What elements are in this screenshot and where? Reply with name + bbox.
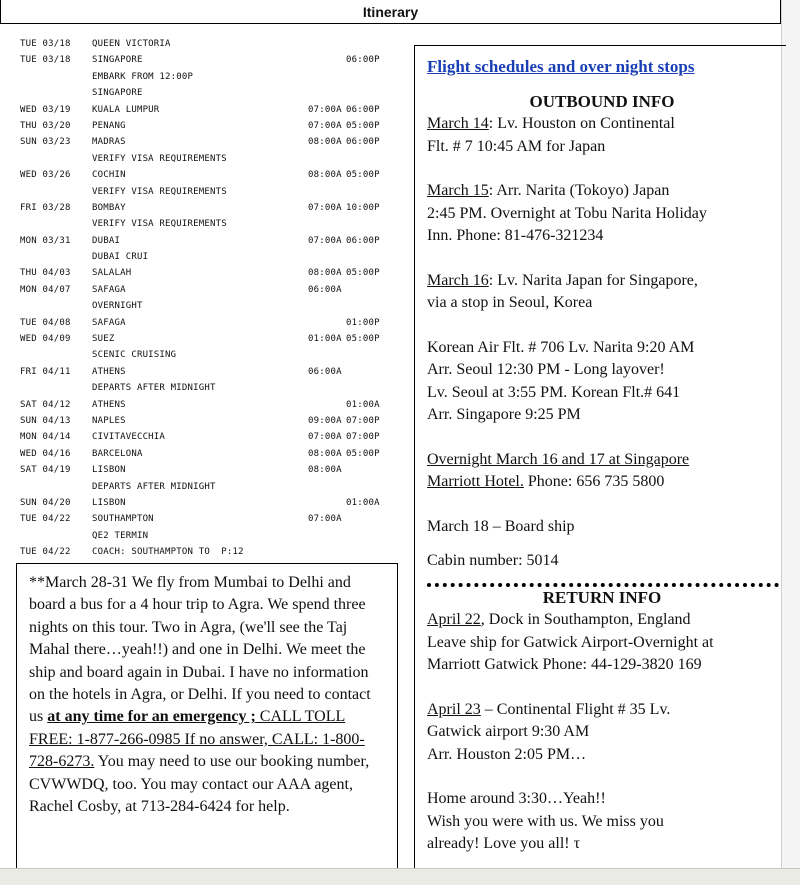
itinerary-port: SAFAGA [92, 284, 126, 295]
korean-line-4: Arr. Singapore 9:25 PM [427, 406, 581, 423]
itinerary-row [20, 347, 395, 363]
itinerary-row [20, 331, 395, 347]
itinerary-row [20, 413, 395, 429]
itinerary-date: TUE 04/22 [20, 547, 71, 558]
itinerary-arrive: 01:00A [308, 334, 342, 345]
flight-schedule-title: Flight schedules and over night stops [427, 57, 695, 76]
itinerary-port: SOUTHAMPTON [92, 514, 154, 525]
itinerary-row [20, 151, 395, 167]
itinerary-row [20, 544, 395, 560]
itinerary-arrive: 07:00A [308, 235, 342, 246]
march-15-line2: 2:45 PM. Overnight at Tobu Narita Holiday [427, 204, 707, 222]
itinerary-row [20, 134, 395, 150]
itinerary-port: SALALAH [92, 268, 132, 279]
itinerary-row [20, 511, 395, 527]
agra-note-box [16, 563, 398, 883]
itinerary-row [20, 265, 395, 281]
itinerary-date: TUE 03/18 [20, 55, 71, 66]
board-ship: March 18 – Board ship [427, 517, 575, 535]
itinerary-arrive: 06:00A [308, 366, 342, 377]
note-intro: **March 28-31 We fly from Mumbai to Delhi and board a bus for a 4 hour trip to Agra. We spend three nights on this tour. Two in Agra, (we'll see the Taj Mahal there…yeah!!) and one in Delhi. We meet the ship and board again in Dubai. I have no information on the hotels in Agra, or Delhi. If you need to contact us [29, 574, 371, 726]
itinerary-depart: 05:00P [346, 170, 380, 181]
itinerary-date: FRI 03/28 [20, 202, 71, 213]
itinerary-arrive: 07:00A [308, 120, 342, 131]
itinerary-row [20, 446, 395, 462]
april-22-line2: Leave ship for Gatwick Airport-Overnight at [427, 633, 714, 651]
note-emergency: at any time for an emergency ; [47, 708, 256, 726]
april-23-line2: Gatwick airport 9:30 AM [427, 723, 590, 740]
itinerary-arrive: 06:00A [308, 284, 342, 295]
itinerary-port: DEPARTS AFTER MIDNIGHT [92, 383, 216, 394]
itinerary-port: VERIFY VISA REQUIREMENTS [92, 219, 227, 230]
april-23-line3: Arr. Houston 2:05 PM… [427, 745, 587, 763]
outbound-heading: OUTBOUND INFO [529, 91, 675, 111]
itinerary-date: MON 04/14 [20, 432, 71, 443]
itinerary-date: FRI 04/11 [20, 366, 71, 377]
itinerary-port: VERIFY VISA REQUIREMENTS [92, 153, 227, 164]
home-line-3: already! Love you all! τ [427, 835, 581, 852]
itinerary-date: WED 04/16 [20, 448, 71, 459]
itinerary-port: NAPLES [92, 415, 126, 426]
overnight-line-2: Marriott Hotel. Phone: 656 735 5800 [427, 473, 665, 490]
itinerary-port: KUALA LUMPUR [92, 104, 160, 115]
itinerary-row [20, 184, 395, 200]
itinerary-port: SINGAPORE [92, 55, 143, 66]
itinerary-date: WED 03/19 [20, 104, 71, 115]
itinerary-port: COCHIN [92, 170, 126, 181]
itinerary-date: WED 03/26 [20, 170, 71, 181]
itinerary-port: QE2 TERMIN [92, 530, 149, 541]
april-23-line: April 23 – Continental Flight # 35 Lv. [427, 700, 671, 718]
itinerary-row [20, 315, 395, 331]
itinerary-row [20, 102, 395, 118]
itinerary-arrive: 07:00A [308, 514, 342, 525]
itinerary-row [20, 429, 395, 445]
status-bar [0, 868, 800, 885]
itinerary-depart: 07:00P [346, 415, 380, 426]
itinerary-date: TUE 04/08 [20, 317, 71, 328]
itinerary-row [20, 397, 395, 413]
itinerary-row [20, 233, 395, 249]
itinerary-port: LISBON [92, 465, 126, 476]
itinerary-depart: 05:00P [346, 448, 380, 459]
itinerary-port: DEPARTS AFTER MIDNIGHT [92, 481, 216, 492]
itinerary-date: SUN 04/20 [20, 497, 71, 508]
march-15-line: March 15: Arr. Narita (Tokoyo) Japan [427, 182, 670, 199]
itinerary-row [20, 118, 395, 134]
itinerary-row [20, 69, 395, 85]
page-title: Itinerary [362, 4, 419, 20]
return-heading: RETURN INFO [542, 587, 662, 607]
itinerary-row [20, 200, 395, 216]
itinerary-port: OVERNIGHT [92, 301, 143, 312]
itinerary-port: CIVITAVECCHIA [92, 432, 166, 443]
itinerary-port: VERIFY VISA REQUIREMENTS [92, 186, 227, 197]
itinerary-row [20, 528, 395, 544]
itinerary-list [20, 36, 395, 561]
itinerary-port: COACH: SOUTHAMPTON TO P:12 [92, 547, 244, 558]
itinerary-row [20, 364, 395, 380]
itinerary-date: TUE 04/22 [20, 514, 71, 525]
itinerary-port: BOMBAY [92, 202, 126, 213]
flight-schedule-box [414, 45, 786, 885]
itinerary-date: SUN 03/23 [20, 137, 71, 148]
itinerary-arrive: 07:00A [308, 104, 342, 115]
agra-note-text [29, 572, 387, 818]
itinerary-port: DUBAI [92, 235, 121, 246]
itinerary-port: LISBON [92, 497, 126, 508]
itinerary-arrive: 09:00A [308, 415, 342, 426]
march-14-line2: Flt. # 7 10:45 AM for Japan [427, 137, 606, 155]
march-16-line: March 16: Lv. Narita Japan for Singapore, [427, 271, 698, 289]
itinerary-depart: 06:00P [346, 55, 380, 66]
itinerary-depart: 06:00P [346, 137, 380, 148]
itinerary-date: SAT 04/12 [20, 399, 71, 410]
itinerary-row [20, 282, 395, 298]
itinerary-row [20, 36, 395, 52]
itinerary-header [0, 0, 781, 24]
itinerary-arrive: 08:00A [308, 268, 342, 279]
april-22-line3: Marriott Gatwick Phone: 44-129-3820 169 [427, 656, 702, 673]
itinerary-depart: 01:00P [346, 317, 380, 328]
itinerary-date: SAT 04/19 [20, 465, 71, 476]
march-16-line2: via a stop in Seoul, Korea [427, 294, 593, 311]
itinerary-depart: 10:00P [346, 202, 380, 213]
note-toll-free: CALL TOLL FREE: 1-877-266-0985 If no answer, CALL: 1-800-728-6273. [29, 708, 365, 771]
itinerary-port: DUBAI CRUI [92, 252, 149, 263]
itinerary-depart: 06:00P [346, 235, 380, 246]
itinerary-date: MON 03/31 [20, 235, 71, 246]
itinerary-port: SAFAGA [92, 317, 126, 328]
itinerary-arrive: 08:00A [308, 170, 342, 181]
itinerary-arrive: 08:00A [308, 465, 342, 476]
itinerary-arrive: 08:00A [308, 448, 342, 459]
itinerary-port: ATHENS [92, 399, 126, 410]
itinerary-depart: 05:00P [346, 268, 380, 279]
overnight-line-1: Overnight March 16 and 17 at Singapore [427, 450, 690, 468]
itinerary-port: PENANG [92, 120, 126, 131]
korean-line-1: Korean Air Flt. # 706 Lv. Narita 9:20 AM [427, 338, 695, 356]
itinerary-row [20, 167, 395, 183]
itinerary-arrive: 08:00A [308, 137, 342, 148]
itinerary-row [20, 380, 395, 396]
itinerary-port: BARCELONA [92, 448, 143, 459]
march-14-line: March 14: Lv. Houston on Continental [427, 115, 675, 132]
itinerary-date: TUE 03/18 [20, 39, 71, 49]
itinerary-depart: 01:00A [346, 497, 380, 508]
itinerary-port: QUEEN VICTORIA [92, 39, 171, 49]
itinerary-depart: 05:00P [346, 334, 380, 345]
itinerary-date: THU 03/20 [20, 120, 71, 131]
april-22-line: April 22, Dock in Southampton, England [427, 611, 691, 628]
itinerary-arrive: 07:00A [308, 432, 342, 443]
itinerary-port: ATHENS [92, 366, 126, 377]
itinerary-port: SINGAPORE [92, 88, 143, 99]
itinerary-depart: 06:00P [346, 104, 380, 115]
home-line-2: Wish you were with us. We miss you [427, 812, 664, 830]
itinerary-date: MON 04/07 [20, 284, 71, 295]
itinerary-arrive: 07:00A [308, 202, 342, 213]
itinerary-row [20, 216, 395, 232]
itinerary-date: WED 04/09 [20, 334, 71, 345]
itinerary-depart: 05:00P [346, 120, 380, 131]
itinerary-row [20, 462, 395, 478]
itinerary-depart: 07:00P [346, 432, 380, 443]
cabin-number: Cabin number: 5014 [427, 552, 559, 569]
home-line-1: Home around 3:30…Yeah!! [427, 790, 606, 807]
itinerary-port: SUEZ [92, 334, 115, 345]
itinerary-row [20, 479, 395, 495]
korean-line-2: Arr. Seoul 12:30 PM - Long layover! [427, 361, 665, 378]
itinerary-row [20, 298, 395, 314]
korean-line-3: Lv. Seoul at 3:55 PM. Korean Flt.# 641 [427, 383, 681, 401]
itinerary-depart: 01:00A [346, 399, 380, 410]
itinerary-port: MADRAS [92, 137, 126, 148]
itinerary-row [20, 52, 395, 68]
itinerary-row [20, 85, 395, 101]
itinerary-port: SCENIC CRUISING [92, 350, 177, 361]
itinerary-date: THU 04/03 [20, 268, 71, 279]
itinerary-port: EMBARK FROM 12:00P [92, 71, 194, 82]
itinerary-row [20, 495, 395, 511]
march-15-line3: Inn. Phone: 81-476-321234 [427, 227, 604, 244]
itinerary-row [20, 249, 395, 265]
note-booking: You may need to use our booking number, CVWWDQ, too. You may contact our AAA agent, Rachel Cosby, at 713-284-6424 for help. [29, 753, 370, 816]
itinerary-date: SUN 04/13 [20, 415, 71, 426]
